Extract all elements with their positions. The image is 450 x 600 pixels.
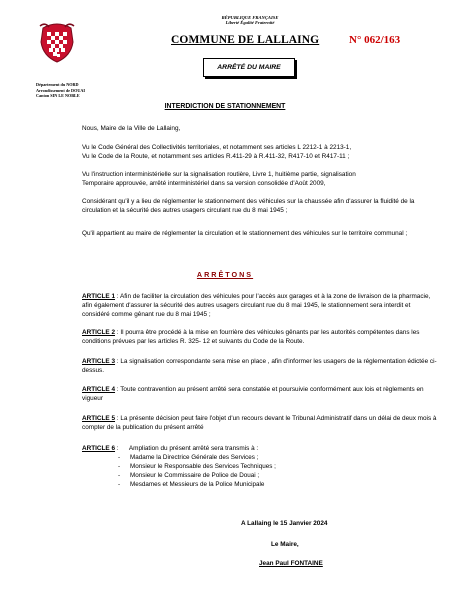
arrete-number: N° 062/163 bbox=[349, 34, 401, 46]
article-6 bbox=[82, 444, 438, 453]
town-crest-logo bbox=[37, 22, 77, 64]
preamble-line: Temporaire approuvée, arrêté interministériel dans sa version consolidée d'Août 2009, bbox=[82, 180, 326, 187]
devise-label: Liberté Égalité Fraternité bbox=[225, 20, 275, 26]
preamble-instruction-block bbox=[82, 170, 438, 188]
preamble-vu-block bbox=[82, 143, 438, 161]
article-4 bbox=[82, 385, 438, 403]
department-block bbox=[36, 82, 85, 99]
list-item bbox=[118, 471, 276, 480]
crest-emblem bbox=[37, 22, 77, 64]
preamble-appartient bbox=[82, 229, 438, 238]
department-line: Département du NORD bbox=[36, 82, 79, 87]
republique-francaise bbox=[205, 15, 295, 26]
signature-role: Le Maire, bbox=[271, 541, 299, 548]
recipient-label: Monsieur le Commissaire de Police de Douai ; bbox=[130, 472, 260, 479]
preamble-line: Considérant qu'il y a lieu de réglementer le stationnement des véhicules sur la chaussée afin d'assurer la fluidité de la circulation et la sécurité des autres usagers circulant rue du 8 mai 1945 ; bbox=[82, 198, 415, 214]
preamble-line: Vu l'instruction interministérielle sur la signalisation routière, Livre 1, huitième partie, signalisation bbox=[82, 171, 356, 178]
bullet-dash: - bbox=[118, 454, 121, 461]
article-text: : Ampliation du présent arrêté sera transmis à : bbox=[115, 445, 259, 452]
preamble-line: Nous, Maire de la Ville de Lallaing, bbox=[82, 125, 181, 132]
bullet-dash: - bbox=[118, 481, 121, 488]
recipient-label: Monsieur le Responsable des Services Techniques ; bbox=[130, 463, 276, 470]
list-item bbox=[118, 453, 276, 462]
preamble-considerant bbox=[82, 197, 438, 215]
preamble-intro bbox=[82, 124, 438, 133]
arrete-du-maire-box bbox=[203, 58, 295, 77]
article-text: : Afin de faciliter la circulation des véhicules pour l'accès aux garages et à la zone de livraison de la pharmacie, afin également d'assurer la sécurité des autres usagers circulant rue du 8 mai 1945, le stationnement sera interdit et considéré comme gênant rue du 8 mai 1945 ; bbox=[82, 293, 431, 318]
signature-name: Jean Paul FONTAINE bbox=[259, 560, 323, 567]
recipients-list bbox=[118, 453, 276, 489]
article-text: : Toute contravention au présent arrêté sera constatée et poursuivie conformément aux lois et règlements en vigueur bbox=[82, 386, 424, 402]
article-2 bbox=[82, 328, 438, 346]
article-label: ARTICLE 3 bbox=[82, 358, 116, 365]
article-text: : La signalisation correspondante sera mise en place , afin d'informer les usagers de la réglementation édictée ci-dessus. bbox=[82, 358, 437, 374]
article-text: : La présente décision peut faire l'objet d'un recours devant le Tribunal Administratif dans un délai de deux mois à compter de la publication du présent arrêté bbox=[82, 415, 437, 431]
recipient-label: Madame la Directrice Générale des Services ; bbox=[130, 454, 259, 461]
article-label: ARTICLE 2 bbox=[82, 329, 116, 336]
arretons-heading: ARRÊTONS bbox=[196, 270, 254, 279]
preamble-line: Vu le Code Général des Collectivités territoriales, et notamment ses articles L 2212-1 à 2213-1, bbox=[82, 144, 352, 151]
article-3 bbox=[82, 357, 438, 375]
signature-place-date: A Lallaing le 15 Janvier 2024 bbox=[241, 520, 328, 527]
commune-title: COMMUNE DE LALLAING bbox=[171, 34, 320, 46]
article-label: ARTICLE 4 bbox=[82, 386, 116, 393]
document-title: INTERDICTION DE STATIONNEMENT bbox=[164, 103, 286, 110]
list-item bbox=[118, 462, 276, 471]
preamble-line: Qu'il appartient au maire de réglementer la circulation et le stationnement des véhicules sur le territoire communal ; bbox=[82, 230, 408, 237]
canton-line: Canton SIN LE NOBLE bbox=[36, 93, 80, 99]
republique-label: RÉPUBLIQUE FRANÇAISE bbox=[221, 15, 279, 20]
article-1 bbox=[82, 292, 438, 319]
recipient-label: Mesdames et Messieurs de la Police Municipale bbox=[130, 481, 265, 488]
article-5 bbox=[82, 414, 438, 432]
article-label: ARTICLE 5 bbox=[82, 415, 116, 422]
preamble-line: Vu le Code de la Route, et notamment ses articles R.411-29 à R.411-32, R417-10 et R417-11 ; bbox=[82, 153, 350, 160]
list-item bbox=[118, 480, 276, 489]
arrete-du-maire-label: ARRÊTÉ DU MAIRE bbox=[217, 64, 281, 71]
article-label: ARTICLE 6 bbox=[82, 445, 116, 452]
bullet-dash: - bbox=[118, 463, 121, 470]
bullet-dash: - bbox=[118, 472, 121, 479]
article-label: ARTICLE 1 bbox=[82, 293, 116, 300]
article-text: : Il pourra être procédé à la mise en fourrière des véhicules gênants par les autorités compétentes dans les conditions prévues par les articles R. 325- 12 et suivants du Code de la Route. bbox=[82, 329, 420, 345]
arrondissement-line: Arrondissement de DOUAI bbox=[36, 87, 86, 93]
